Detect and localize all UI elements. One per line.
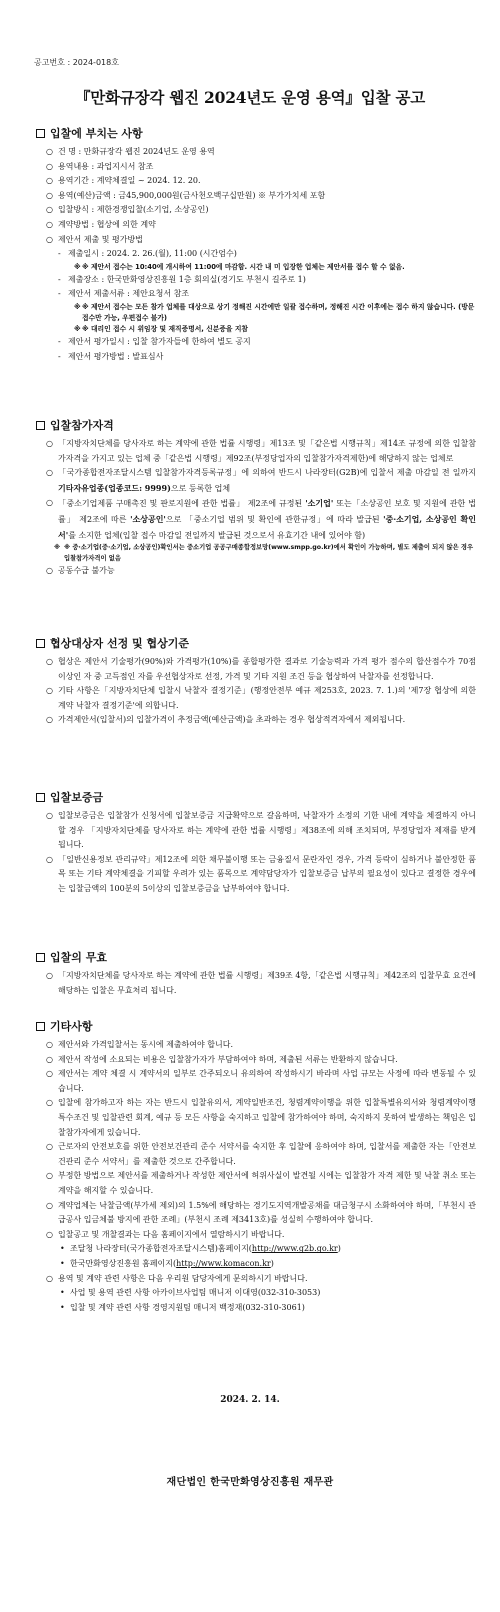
- circle-bullet-icon: ○: [46, 811, 53, 820]
- section-bid-items: [36, 126, 476, 364]
- reference-mark-icon: ※: [74, 324, 81, 333]
- dash-bullet-icon: -: [58, 336, 61, 346]
- section-invalid-bids: [36, 950, 476, 998]
- circle-bullet-icon: ○: [46, 190, 53, 200]
- list-item: ○ 용역(예산)금액 : 금45,900,000원(금사천오백구십만원) ※ 부가가치세 포함: [36, 189, 476, 204]
- circle-bullet-icon: ○: [46, 1142, 53, 1152]
- list-item: ○ 「지방자치단체를 당사자로 하는 계약에 관한 법률 시행령」제13조 및「같은법 시행규칙」제14조 규정에 의한 입찰참가자격을 가지고 있는 업체 중「같은법 시행령」제92조(부정당업자의 입찰참가자격제한)에 해당하지 않는 업체로: [46, 439, 476, 463]
- dash-bullet-icon: -: [58, 289, 61, 299]
- section-negotiation: [36, 636, 476, 728]
- contact-item: • 입찰 및 계약 관련 사항 경영지원팀 매니저 백정재(032-310-3061): [36, 1301, 476, 1316]
- list-item: ○ 가격제안서(입찰서)의 입찰가격이 추정금액(예산금액)을 초과하는 경우 협상적격자에서 제외됩니다.: [36, 713, 476, 728]
- note: ※ ※ 제안서 접수는 10:40에 개시하여 11:00에 마감함. 시간 내 미 입장한 업체는 제안서를 접수 할 수 없음.: [74, 262, 405, 271]
- contact-item: • 사업 및 용역 관련 사항 아카이브사업팀 매니저 이대영(032-310-3053): [36, 1286, 476, 1301]
- reference-mark-icon: ※: [74, 262, 81, 271]
- list-item: ○ 계약방법 : 협상에 의한 계약: [36, 218, 476, 233]
- checkbox-square-icon: [36, 953, 45, 962]
- page-title: 『만화규장각 웹진 2024년도 운영 용역』입찰 공고: [74, 88, 426, 107]
- section-heading: 입찰의 무효: [36, 950, 476, 966]
- section-heading: 입찰참가자격: [36, 418, 476, 434]
- list-item: ○ 근로자의 안전보호를 위한 안전보건관리 준수 서약서를 숙지한 후 입찰에 응하여야 하며, 입찰서를 제출한 자는「안전보건관리 준수 서약서」를 제출한 것으로 간주합니다.: [46, 1142, 476, 1166]
- list-item: ○ 제안서 작성에 소요되는 비용은 입찰참가자가 부담하여야 하며, 제출된 서류는 반환하지 않습니다.: [36, 1053, 476, 1068]
- circle-bullet-icon: ○: [46, 657, 53, 666]
- circle-bullet-icon: ○: [46, 566, 53, 576]
- reference-mark-icon: ※: [54, 544, 61, 552]
- sub-item: - 제안서 평가방법 : 발표심사: [36, 350, 476, 365]
- circle-bullet-icon: ○: [46, 147, 53, 156]
- dash-bullet-icon: -: [58, 351, 61, 361]
- circle-bullet-icon: ○: [46, 176, 53, 186]
- list-item: ○ 용역 및 계약 관련 사항은 다음 우리원 담당자에게 문의하시기 바랍니다.: [36, 1272, 476, 1287]
- list-item: ○ 건 명 : 만화규장각 웹진 2024년도 운영 용역: [36, 145, 476, 160]
- circle-bullet-icon: ○: [46, 1229, 53, 1239]
- section-heading: 협상대상자 선정 및 협상기준: [36, 636, 476, 652]
- circle-bullet-icon: ○: [46, 468, 53, 478]
- circle-bullet-icon: ○: [46, 161, 53, 171]
- circle-bullet-icon: ○: [46, 715, 53, 725]
- circle-bullet-icon: ○: [46, 686, 53, 696]
- section-other: [36, 1019, 476, 1315]
- section-heading: 입찰보증금: [36, 790, 476, 806]
- checkbox-square-icon: [36, 1022, 45, 1031]
- checkbox-square-icon: [36, 793, 45, 802]
- circle-bullet-icon: ○: [46, 205, 53, 215]
- checkbox-square-icon: [36, 639, 45, 648]
- link-item: • 조달청 나라장터(국가종합전자조달시스템)홈페이지(http://www.g2b.go.kr): [36, 1242, 476, 1257]
- list-item: ○ 「중소기업제품 구매촉진 및 판로지원에 관한 법률」 제2조에 규정된 '소기업' 또는「소상공인 보호 및 지원에 관한 법률」 제2조에 따른 '소상공인'으로 「중소기업 범위 및 확인에 관한규정」에 따라 발급된 '중·소기업, 소상공인 확인서'를 소지한 업체(입찰 접수 마감일 전일까지 발급된 것으로서 유효기간 내에 있어야 함): [46, 498, 477, 540]
- list-item: ○ 입찰보증금은 입찰참가 신청서에 입찰보증금 지급확약으로 갈음하며, 낙찰자가 소정의 기한 내에 계약을 체결하지 아니할 경우 「지방자치단체를 당사자로 하는 계약에 관한 법률 시행령」제38조에 의해 조치되며, 부정당업자 제재를 받게 됩니다.: [46, 811, 476, 850]
- circle-bullet-icon: ○: [46, 1273, 53, 1283]
- sub-item: - 제출일시 : 2024. 2. 26.(월), 11:00 (시간엄수): [36, 247, 476, 262]
- note: ※ ※ 대리인 접수 시 위임장 및 재직증명서, 신분증을 지참: [74, 324, 249, 333]
- checkbox-square-icon: [36, 421, 45, 430]
- komacon-link[interactable]: http://www.komacon.kr: [176, 1258, 271, 1268]
- circle-bullet-icon: ○: [46, 1040, 53, 1049]
- circle-bullet-icon: ○: [46, 439, 53, 448]
- section-eligibility: [36, 418, 476, 579]
- circle-bullet-icon: ○: [46, 1200, 53, 1210]
- dash-bullet-icon: -: [58, 274, 61, 284]
- sub-item: - 제안서 제출서류 : 제안요청서 참조: [36, 287, 476, 302]
- note: ※ ※ 중·소기업(중·소기업, 소상공인)확인서는 중소기업 공공구매종합정보망(www.smpp.go.kr)에서 확인이 가능하며, 별도 제출이 되지 않은 경우 입찰참가자격이 없음: [54, 544, 474, 562]
- note: ※ ※ 제안서 접수는 모든 참가 업체를 대상으로 상기 정해진 시간에만 일괄 접수하며, 정해진 시간 이후에는 접수 하지 않습니다. (방문접수만 가능, 우편접수 불가): [74, 302, 475, 322]
- checkbox-square-icon: [36, 129, 45, 138]
- list-item: ○ 「일반신용정보 관리규약」제12조에 의한 채무불이행 또는 금융질서 문란자인 경우, 가격 등락이 심하거나 불안정한 품목 또는 기타 계약체결을 기피할 우려가 있는 품목으로 계약담당자가 입찰보증금 납부의 필요성이 있다고 결정한 경우에는 입찰금액의 100분의 5이상의 입찰보증금을 납부하여야 합니다.: [46, 854, 476, 893]
- dash-bullet-icon: -: [58, 249, 61, 259]
- list-item: ○ 용역기간 : 계약체결일 ~ 2024. 12. 20.: [36, 174, 476, 189]
- notice-date: 2024. 2. 14.: [220, 1395, 280, 1405]
- dot-bullet-icon: •: [60, 1258, 65, 1268]
- circle-bullet-icon: ○: [46, 219, 53, 229]
- list-item: ○ 계약업체는 낙찰금액(부가세 제외)의 1.5%에 해당하는 경기도지역개발공채를 대금청구시 소화하여야 하며,「부천시 관급공사 입금체불 방지에 관한 조례」(부천시 조례 제3413호)를 성실히 수행하여야 합니다.: [46, 1200, 476, 1225]
- list-item: ○ 「지방자치단체를 당사자로 하는 계약에 관한 법률 시행령」제39조 4항,「같은법 시행규칙」제42조의 입찰무효 요건에 해당하는 입찰은 무효처리 됩니다.: [46, 971, 476, 995]
- list-item: ○ 기타 사항은「지방자치단체 입찰시 낙찰자 결정기준」(행정안전부 예규 제253호, 2023. 7. 1.)의 '제7장 협상에 의한 계약 낙찰자 결정기준'에 의합니다.: [46, 686, 476, 710]
- g2b-link[interactable]: http://www.g2b.go.kr: [251, 1244, 338, 1254]
- list-item: ○ 「국가종합전자조달시스템 입찰참가자격등록규정」에 의하여 반드시 나라장터(G2B)에 입찰서 제출 마감일 전 일까지 기타자유업종(업종코드: 9999)으로 등록한 업체: [46, 468, 476, 493]
- circle-bullet-icon: ○: [46, 1098, 53, 1108]
- circle-bullet-icon: ○: [46, 854, 53, 864]
- circle-bullet-icon: ○: [46, 971, 53, 980]
- sub-item: - 제안서 평가일시 : 입찰 참가자들에 한하여 별도 공지: [36, 335, 476, 350]
- list-item: ○ 제안서와 가격입찰서는 동시에 제출하여야 합니다.: [36, 1038, 476, 1053]
- circle-bullet-icon: ○: [46, 1054, 53, 1064]
- circle-bullet-icon: ○: [46, 1171, 53, 1181]
- list-item: ○ 입찰방식 : 제한경쟁입찰(소기업, 소상공인): [36, 203, 476, 218]
- section-heading: 기타사항: [36, 1019, 476, 1035]
- list-item: ○ 제안서 제출 및 평가방법: [36, 233, 476, 248]
- list-item: ○ 제안서는 계약 체결 시 계약서의 일부로 간주되오니 유의하여 작성하시기 바라며 사업 규모는 사정에 따라 변동될 수 있습니다.: [46, 1069, 476, 1093]
- list-item: ○ 공동수급 불가능: [36, 564, 476, 579]
- dot-bullet-icon: •: [60, 1302, 65, 1312]
- circle-bullet-icon: ○: [46, 234, 53, 244]
- list-item: ○ 입찰에 참가하고자 하는 자는 반드시 입찰유의서, 계약일반조건, 청렴계약이행을 위한 입찰특별유의서와 청렴계약이행 특수조건 및 입찰관련 회계, 예규 등 모든 사항을 숙지하고 입찰에 참가하여야 하며, 숙지하지 못하여 발생하는 책임은 입찰참가자에게 있습니다.: [46, 1098, 476, 1137]
- circle-bullet-icon: ○: [46, 1069, 53, 1079]
- list-item: ○ 협상은 제안서 기술평가(90%)와 가격평가(10%)를 종합평가한 결과로 기술능력과 가격 평가 점수의 합산점수가 70점 이상인 자 중 고득점인 자를 우선협상자로 선정, 가격 및 기타 지원 조건 등을 협상하여 낙찰자를 선정합니다.: [46, 657, 476, 681]
- list-item: ○ 용역내용 : 과업지시서 참조: [36, 160, 476, 175]
- notice-number: 공고번호 : 2024-018호: [34, 58, 119, 67]
- dot-bullet-icon: •: [60, 1288, 65, 1298]
- reference-mark-icon: ※: [74, 302, 81, 311]
- dot-bullet-icon: •: [60, 1244, 65, 1254]
- circle-bullet-icon: ○: [46, 498, 53, 508]
- list-item: ○ 입찰공고 및 개찰결과는 다음 홈페이지에서 열람하시기 바랍니다.: [36, 1228, 476, 1243]
- sub-item: - 제출장소 : 한국만화영상진흥원 1층 회의실(경기도 부천시 길주로 1): [36, 273, 476, 288]
- list-item: ○ 부정한 방법으로 제안서를 제출하거나 작성한 제안서에 허위사실이 발견될 시에는 입찰참가 자격 제한 및 낙찰 취소 또는 계약을 해지할 수 있습니다.: [46, 1171, 476, 1195]
- link-item: • 한국만화영상진흥원 홈페이지(http://www.komacon.kr): [36, 1257, 476, 1272]
- section-bid-deposit: [36, 790, 476, 897]
- signature: 재단법인 한국만화영상진흥원 재무관: [166, 1477, 334, 1488]
- section-heading: 입찰에 부치는 사항: [36, 126, 476, 142]
